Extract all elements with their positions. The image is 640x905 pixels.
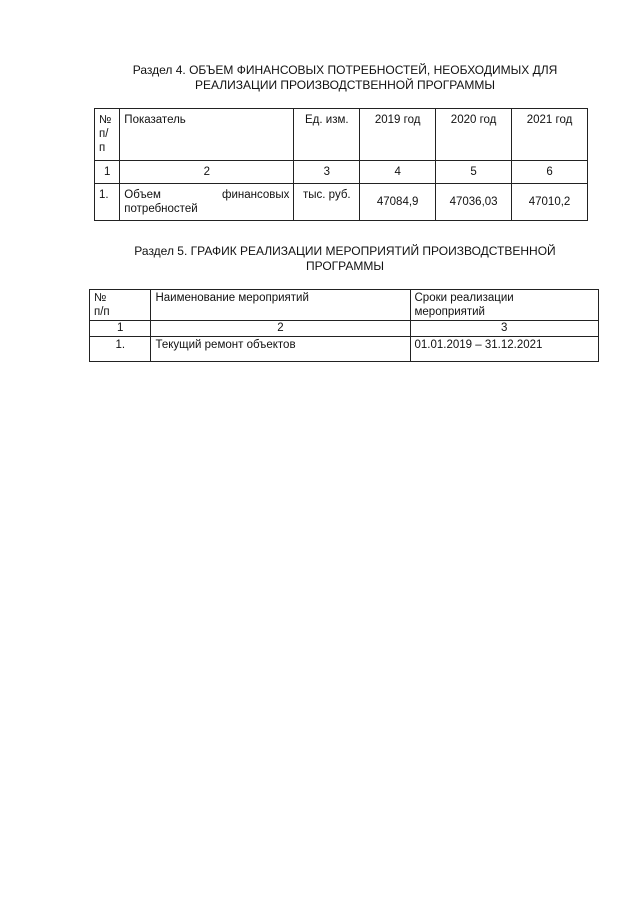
header-num	[90, 290, 151, 321]
row-period: 01.01.2019 – 31.12.2021	[410, 337, 599, 362]
header-period	[410, 290, 599, 321]
row-indicator-word1: Объем	[124, 189, 161, 201]
colnum-3: 3	[410, 321, 599, 337]
colnum-3: 3	[294, 161, 360, 184]
table-header-row	[90, 290, 599, 321]
row-unit: тыс. руб.	[294, 184, 360, 221]
table-row	[95, 184, 588, 221]
header-num-line2: п/п	[94, 306, 110, 318]
row-indicator-line2: потребностей	[124, 203, 198, 215]
section5-heading	[100, 244, 590, 274]
schedule-table	[89, 289, 599, 362]
header-num: № п/ п	[95, 109, 120, 161]
colnum-2: 2	[151, 321, 410, 337]
header-2020: 2020 год	[436, 109, 512, 161]
header-num-line1: №	[94, 292, 107, 304]
colnum-4: 4	[360, 161, 436, 184]
row-2020-value: 47036,03	[436, 184, 512, 221]
row-num: 1.	[95, 184, 120, 221]
colnum-6: 6	[512, 161, 588, 184]
table-row	[90, 337, 599, 362]
header-period-line1: Сроки реализации	[414, 292, 514, 304]
section5-heading-line1: Раздел 5. ГРАФИК РЕАЛИЗАЦИИ МЕРОПРИЯТИЙ ПРОИЗВОДСТВЕННОЙ	[134, 244, 556, 258]
header-indicator: Показатель	[120, 109, 294, 161]
colnum-1: 1	[95, 161, 120, 184]
header-unit: Ед. изм.	[294, 109, 360, 161]
row-name: Текущий ремонт объектов	[151, 337, 410, 362]
row-2021-value: 47010,2	[512, 184, 588, 221]
header-2021: 2021 год	[512, 109, 588, 161]
colnum-5: 5	[436, 161, 512, 184]
section5-heading-line2: ПРОГРАММЫ	[305, 259, 385, 273]
section4-heading-line2: РЕАЛИЗАЦИИ ПРОИЗВОДСТВЕННОЙ ПРОГРАММЫ	[194, 78, 496, 92]
financial-needs-table	[94, 108, 588, 221]
row-num: 1.	[90, 337, 151, 362]
column-number-row	[95, 161, 588, 184]
header-period-line2: мероприятий	[414, 306, 485, 318]
row-indicator	[120, 184, 294, 221]
section4-heading	[100, 63, 590, 93]
colnum-1: 1	[90, 321, 151, 337]
row-indicator-word2: финансовых	[222, 189, 290, 201]
table-header-row	[95, 109, 588, 161]
row-2019-value: 47084,9	[360, 184, 436, 221]
column-number-row	[90, 321, 599, 337]
header-name: Наименование мероприятий	[151, 290, 410, 321]
header-2019: 2019 год	[360, 109, 436, 161]
colnum-2: 2	[120, 161, 294, 184]
section4-heading-line1: Раздел 4. ОБЪЕМ ФИНАНСОВЫХ ПОТРЕБНОСТЕЙ, НЕОБХОДИМЫХ ДЛЯ	[132, 63, 558, 77]
